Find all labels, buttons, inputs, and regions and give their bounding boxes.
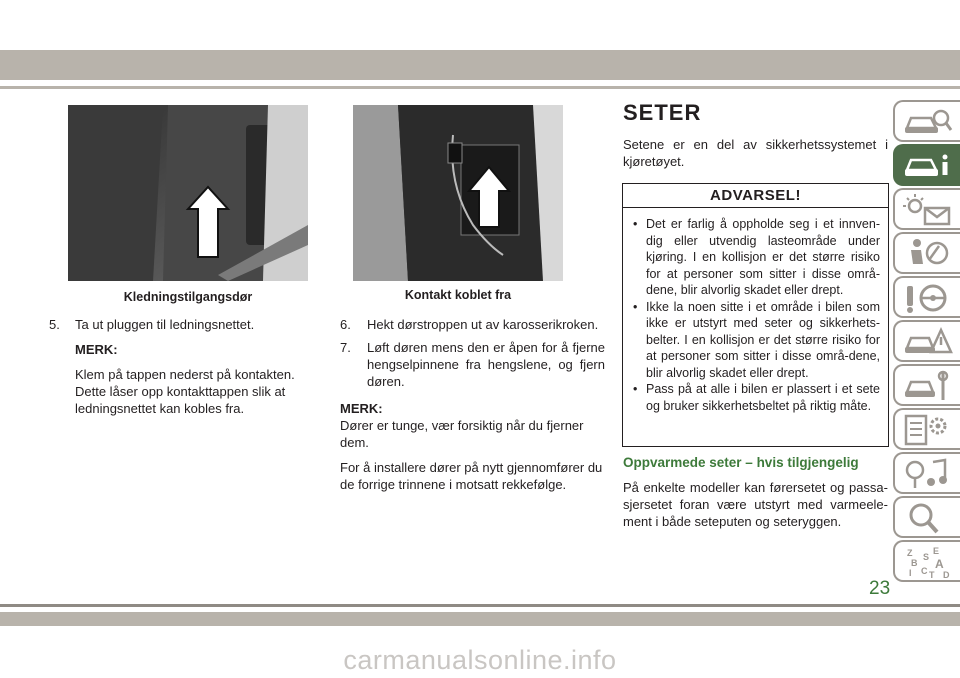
tab-emergency[interactable]: [893, 320, 960, 362]
subsection-heading: Oppvarmede seter – hvis tilgjengelig: [623, 455, 859, 470]
page-number: 23: [869, 578, 891, 599]
photo-connector-disconnected: [353, 105, 563, 281]
index-letter: Z: [907, 548, 913, 558]
tab-multimedia[interactable]: [893, 452, 960, 494]
car-wrench-icon: [903, 370, 953, 402]
tab-service[interactable]: [893, 364, 960, 406]
photo-caption: Kontakt koblet fra: [404, 288, 512, 302]
index-letter: A: [935, 557, 944, 571]
car-search-icon: [903, 106, 953, 138]
step-text: Hekt dørstroppen ut av karosserikroken.: [367, 317, 599, 332]
steering-wheel-start-icon: [903, 282, 953, 314]
warning-light-message-icon: [903, 194, 953, 226]
service-list-gear-icon: [903, 414, 953, 446]
watermark: carmanualsonline.info: [343, 645, 617, 675]
index-letter: E: [933, 546, 940, 556]
index-letter: I: [909, 568, 912, 578]
intro-text: Setene er en del av sikkerhetssystemet i kjøretøyet.: [623, 137, 888, 169]
car-info-icon: [903, 150, 953, 182]
note-label: MERK:: [75, 342, 118, 357]
step-text: Ta ut pluggen til ledningsnettet.: [75, 317, 255, 332]
warning-box: [622, 183, 889, 447]
step-7: [340, 339, 605, 390]
tab-technical-data[interactable]: [893, 408, 960, 450]
tab-safety[interactable]: [893, 232, 960, 274]
warning-bullet: • Det er farlig å oppholde seg i et innven-dig eller utvendig lasteområde under kjøring. I en kollisjon er det større risiko for at personer som sitter i disse områ-dene, blir alvorlig skadet eller drept.: [631, 216, 880, 299]
magnifier-icon: [903, 502, 953, 534]
multimedia-music-icon: [903, 458, 953, 490]
middle-column-text: [340, 316, 605, 493]
tab-index-search[interactable]: [893, 496, 960, 538]
tab-warning-lights[interactable]: [893, 188, 960, 230]
warning-title: ADVARSEL!: [623, 184, 888, 208]
note-text: Klem på tappen nederst på kontakten. Dette låser opp kontakttappen slik at ledningsnettet kan kobles fra.: [75, 367, 295, 416]
header-rule: [0, 86, 960, 89]
tab-start-operation[interactable]: [893, 276, 960, 318]
index-letter: B: [911, 558, 918, 568]
step-number: 6.: [340, 317, 351, 332]
tab-alphabetical-index[interactable]: [893, 540, 960, 582]
left-column-text: [49, 316, 314, 417]
step-6: [340, 316, 605, 333]
step-number: 5.: [49, 317, 60, 332]
index-letter: S: [923, 552, 930, 562]
footer-rule: [0, 604, 960, 607]
warning-bullet: • Pass på at alle i bilen er plassert i et sete og bruker sikkerhetsbeltet på riktig måte.: [631, 381, 880, 414]
car-warning-triangle-icon: [903, 326, 953, 358]
index-letter: D: [943, 570, 950, 580]
photo-caption: Kledningstilgangsdør: [123, 290, 253, 304]
step-5: [49, 316, 314, 333]
note-label: MERK:: [340, 401, 383, 416]
seat-airbag-icon: [903, 238, 953, 270]
tab-car-search[interactable]: [893, 100, 960, 142]
index-letter: C: [921, 566, 928, 576]
alphabet-index-icon: [903, 546, 953, 580]
photo-trim-access-door: [68, 105, 308, 281]
footer-band: [0, 612, 960, 626]
warning-list: [631, 216, 880, 414]
step-number: 7.: [340, 340, 351, 355]
note-text: Dører er tunge, vær forsiktig når du fjerner dem.: [340, 418, 584, 450]
warning-bullet: • Ikke la noen sitte i et område i bilen som ikke er utstyrt med seter og sikkerhets-belter. I en kollisjon er det større risiko for at personer som sitter i disse områ-dene, blir alvorlig skadet eller drept.: [631, 299, 880, 382]
step-text: Løft døren mens den er åpen for å fjerne hengselpinnene fra hengslene, og fjern døren.: [367, 340, 605, 389]
section-heading: SETER: [623, 100, 702, 125]
tab-car-info[interactable]: [893, 144, 960, 186]
install-text: For å installere dører på nytt gjennomfører du de forrige trinnene i motsatt rekkefølge.: [340, 460, 603, 492]
header-band: [0, 50, 960, 80]
subsection-text: På enkelte modeller kan førersetet og passa-sjersetet foran være utstyrt med varmeele-ment i både seteputen og seteryggen.: [623, 480, 888, 529]
index-letter: T: [929, 570, 935, 580]
